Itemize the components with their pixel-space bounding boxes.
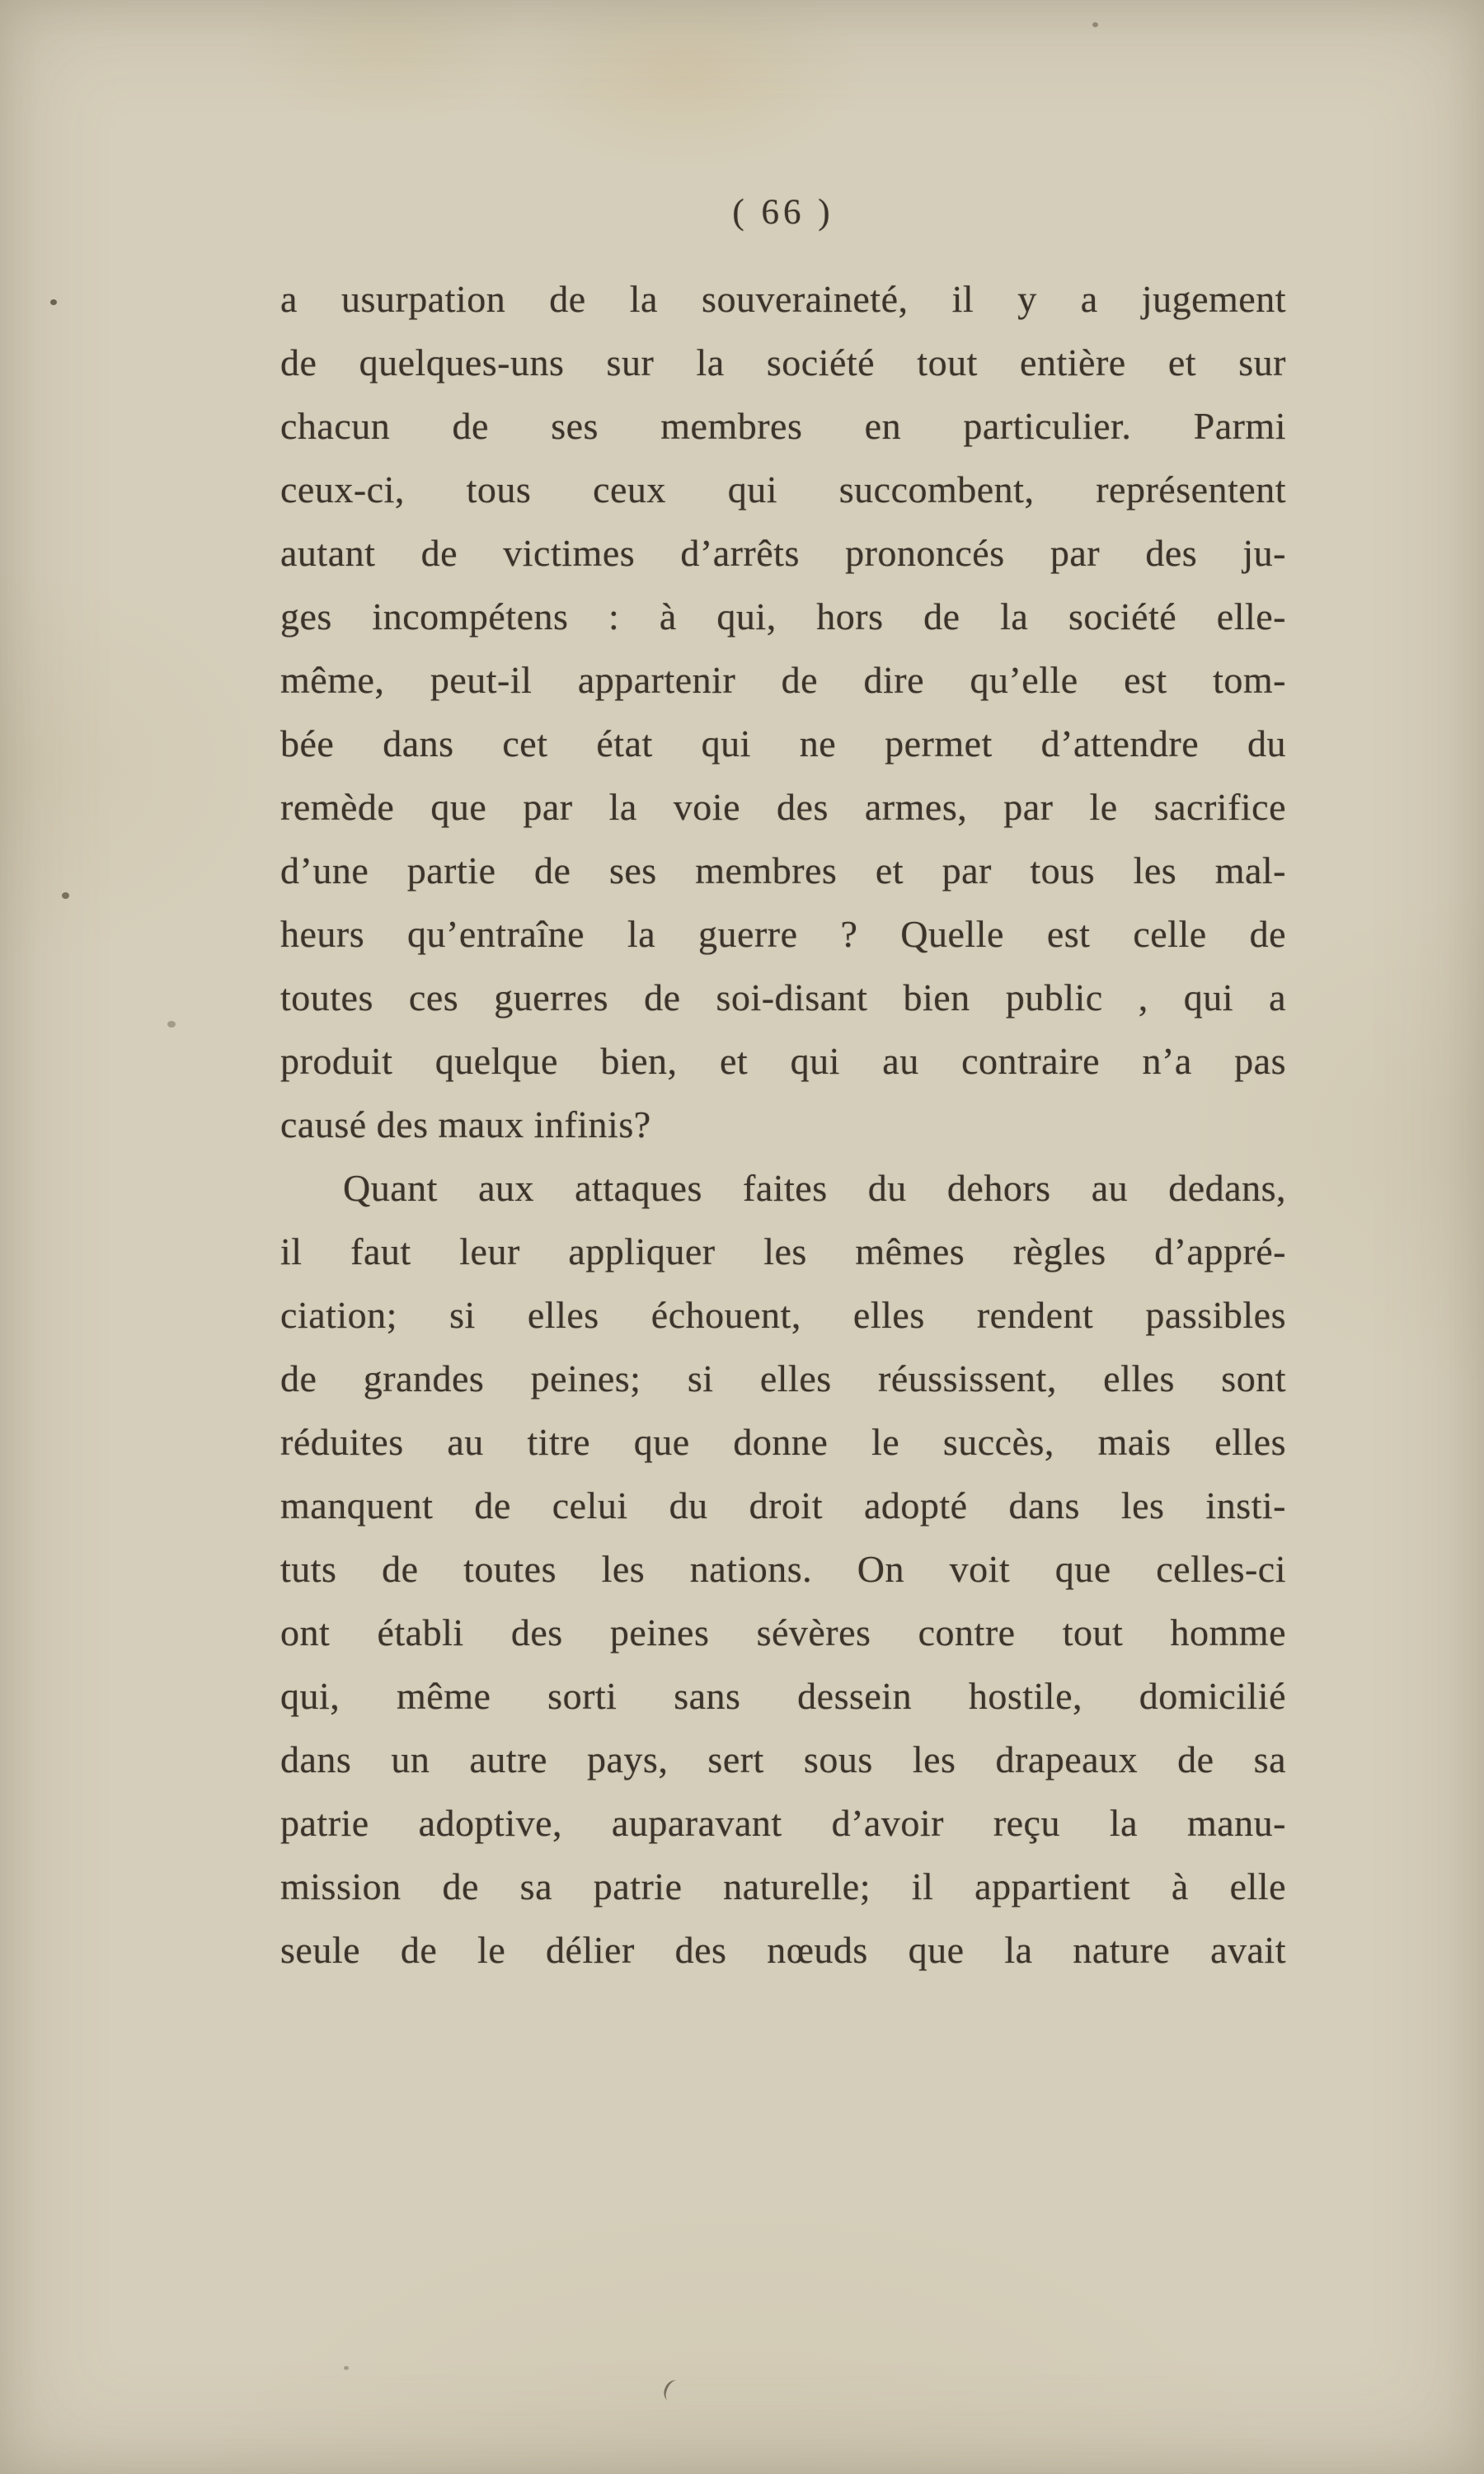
text-line: même, peut-il appartenir de dire qu’elle est tom-	[280, 659, 1286, 701]
text-line: ciation; si elles échouent, elles rendent passibles	[280, 1294, 1286, 1336]
text-line: Quant aux attaques faites du dehors au dedans,	[343, 1167, 1286, 1209]
text-line: ceux-ci, tous ceux qui succombent, représentent	[280, 468, 1286, 510]
page-number: ( 66 )	[732, 193, 834, 232]
paper-speck	[62, 892, 69, 899]
paper-speck	[1092, 22, 1098, 27]
text-line: ges incompétens : à qui, hors de la société elle-	[280, 595, 1286, 637]
text-line: il faut leur appliquer les mêmes règles d’appré-	[280, 1230, 1286, 1272]
text-line: ont établi des peines sévères contre tout homme	[280, 1611, 1286, 1653]
text-line: qui, même sorti sans dessein hostile, domicilié	[280, 1675, 1286, 1717]
text-line: toutes ces guerres de soi-disant bien public , qui a	[280, 976, 1286, 1018]
text-line: patrie adoptive, auparavant d’avoir reçu la manu-	[280, 1802, 1286, 1844]
paragraph-1	[280, 267, 1286, 1156]
text-line: de grandes peines; si elles réussissent, elles sont	[280, 1357, 1286, 1399]
text-line: produit quelque bien, et qui au contraire n’a pas	[280, 1040, 1286, 1082]
paper-speck	[167, 1021, 176, 1028]
text-line: heurs qu’entraîne la guerre ? Quelle est celle de	[280, 913, 1286, 955]
text-line: autant de victimes d’arrêts prononcés par des ju-	[280, 532, 1286, 574]
text-line: manquent de celui du droit adopté dans les insti-	[280, 1484, 1286, 1526]
text-line: chacun de ses membres en particulier. Parmi	[280, 405, 1286, 447]
ink-mark	[661, 2378, 684, 2403]
text-line: tuts de toutes les nations. On voit que celles-ci	[280, 1548, 1286, 1590]
text-line: causé des maux infinis?	[280, 1103, 651, 1145]
paragraph-2	[280, 1156, 1286, 1982]
text-line: a usurpation de la souveraineté, il y a jugement	[280, 278, 1286, 320]
text-line: dans un autre pays, sert sous les drapeaux de sa	[280, 1738, 1286, 1780]
text-line: mission de sa patrie naturelle; il appartient à elle	[280, 1865, 1286, 1907]
text-line: remède que par la voie des armes, par le sacrifice	[280, 786, 1286, 828]
paper-speck	[344, 2366, 349, 2370]
text-line: d’une partie de ses membres et par tous les mal-	[280, 849, 1286, 891]
text-line: de quelques-uns sur la société tout entière et sur	[280, 341, 1286, 383]
text-line: réduites au titre que donne le succès, mais elles	[280, 1421, 1286, 1463]
text-block	[280, 267, 1286, 1982]
text-line: bée dans cet état qui ne permet d’attendre du	[280, 722, 1286, 764]
paper-speck	[50, 299, 57, 305]
text-line: seule de le délier des nœuds que la nature avait	[280, 1929, 1286, 1971]
